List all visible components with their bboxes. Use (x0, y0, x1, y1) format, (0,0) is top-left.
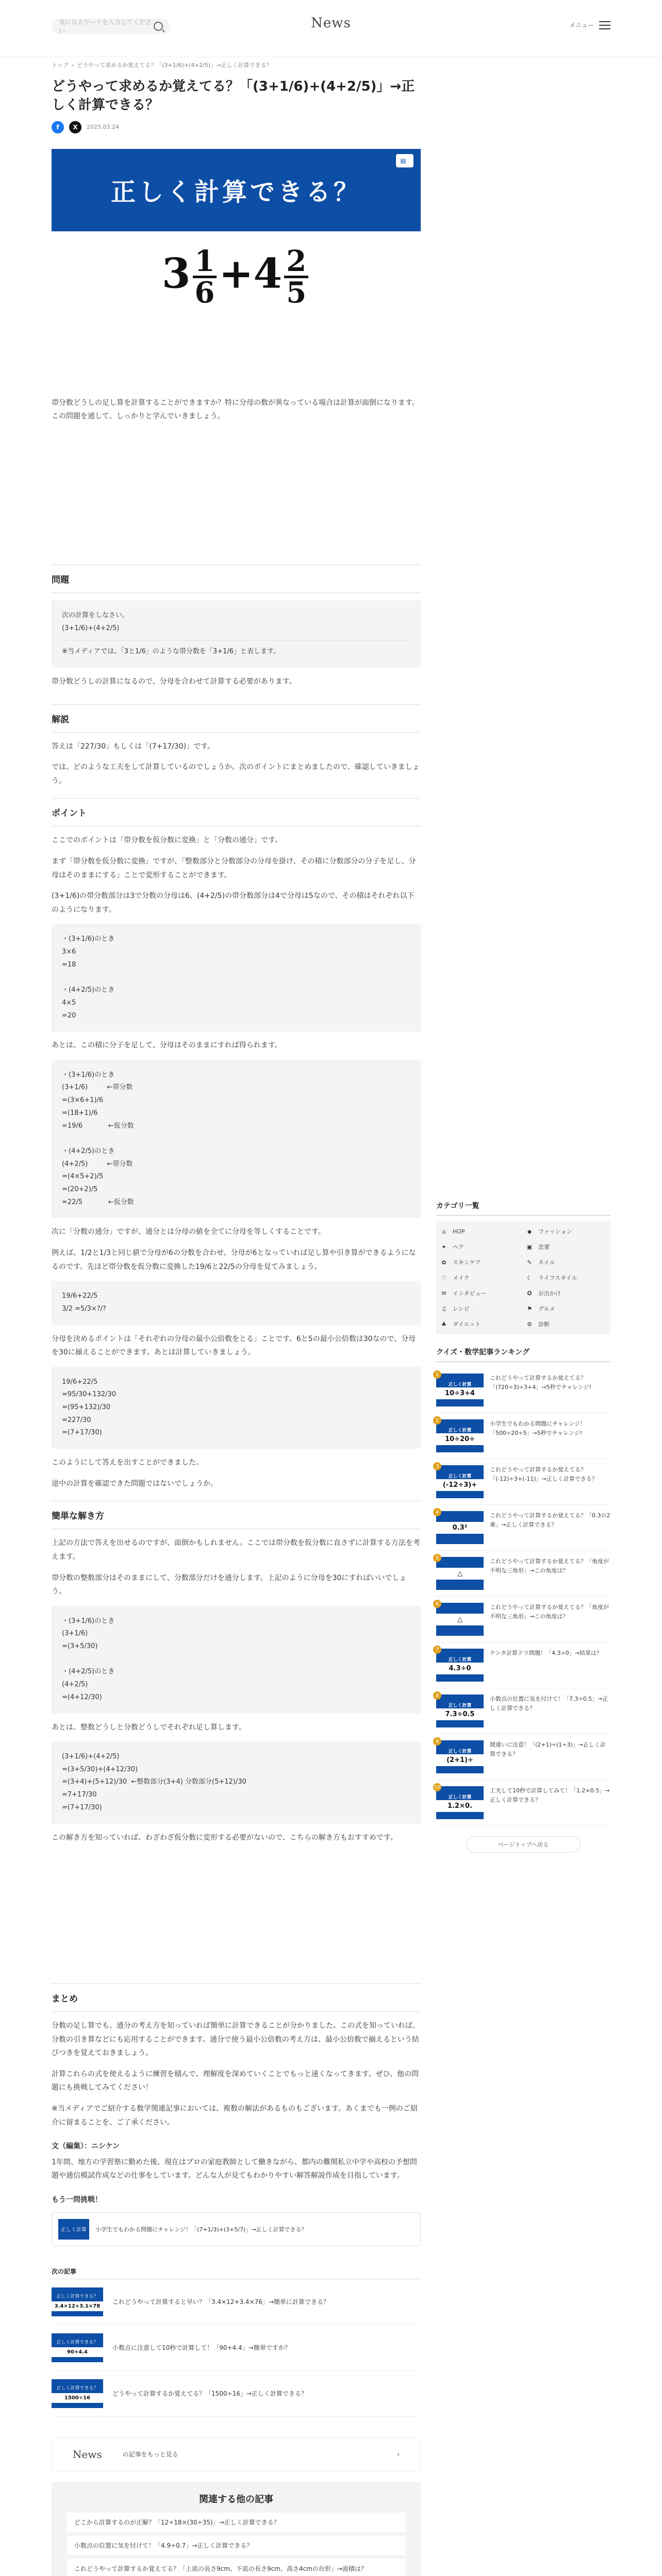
summary-paragraph: 分数の足し算でも、通分の考え方を知っていれば簡単に計算できることが分かりました。この式を知っていれば、分数の引き算などにも応用することができます。通分で使う最小公倍数の考え方は、最小公倍数で揃えるという結びつきを覚えておきましょう。 (52, 2022, 420, 2058)
calc-line (62, 1132, 410, 1145)
easy-paragraph: 帯分数の整数部分はそのままにして、分数部分だけを通分します。上記のように分母を30にすればいいでしょう。 (52, 1573, 407, 1596)
calc-box (52, 1367, 421, 1449)
search-box[interactable] (52, 19, 170, 34)
next-article-title[interactable]: 小数点に注意して10秒で計算して！「90+4.4」→簡単ですか？ (112, 2344, 291, 2352)
category-heading: カテゴリ一覧 (436, 1200, 610, 1216)
hamburger-icon[interactable] (599, 21, 610, 29)
category-icon[interactable]: ⌂ (442, 1228, 446, 1235)
also-card[interactable] (52, 2212, 421, 2246)
calc-line: 3×6 (62, 948, 76, 956)
category-icon[interactable]: ◆ (527, 1228, 532, 1235)
category-item[interactable] (526, 1272, 606, 1284)
ranking-item[interactable] (436, 1413, 610, 1459)
ranking-item[interactable] (436, 1688, 610, 1734)
thumbnail-formula: 10÷3+4 (436, 1387, 484, 1399)
ranking-item[interactable] (436, 1367, 610, 1413)
calc-line: =(7+17/30) (62, 1803, 102, 1811)
thumbnail-formula: (2+1)÷ (436, 1754, 484, 1766)
point-paragraph: 途中の計算を確認できた問題ではないでしょうか。 (52, 1479, 218, 1488)
point-paragraph: (3+1/6)の帯分数部分は3で分数の分母は6、(4+2/5)の帯分数部分は4で分母は5なので、その積はそれぞれ以下のようになります。 (52, 892, 415, 914)
news-logo[interactable]: News (73, 2448, 102, 2461)
site-header (0, 0, 662, 57)
thumbnail-formula: 4.3÷0 (436, 1663, 484, 1674)
ranking-title[interactable]: ケンタ計算ドリ問題！「4.3÷0」→結果は？ (490, 1650, 602, 1656)
category-icon[interactable]: ✪ (527, 1290, 532, 1297)
next-article-item[interactable] (52, 2279, 421, 2325)
ranking-item[interactable] (436, 1734, 610, 1780)
thumbnail-formula: △ (436, 1568, 484, 1580)
calc-line: ・(3+1/6)のとき (62, 935, 115, 943)
next-article-title[interactable]: これどうやって計算すると早い？「3.4×12+3.4×76」→簡単に計算できる？ (112, 2298, 329, 2306)
category-item[interactable] (440, 1256, 521, 1268)
ranking-thumbnail[interactable] (436, 1740, 484, 1773)
ranking-thumbnail[interactable] (436, 1603, 484, 1636)
next-thumbnail[interactable] (52, 2333, 103, 2362)
expand-icon[interactable]: ▤ (396, 154, 413, 167)
category-label[interactable]: グルメ (538, 1306, 555, 1312)
thumbnail-banner: 正しく計算 (436, 1793, 484, 1800)
breadcrumb-home[interactable]: トップ (52, 62, 69, 69)
thumbnail-formula: 10÷20÷ (436, 1433, 484, 1445)
chevron-right-icon[interactable]: › (397, 2450, 400, 2458)
calc-line: =(3+5/30)+(4+12/30) (62, 1765, 138, 1773)
summary-paragraph: ※当メディアでご紹介する数学関連記事においては、複数の解法があるものもございます。あくまでも一例のご紹介に留まることを、ご了承ください。 (52, 2104, 418, 2127)
category-item[interactable] (526, 1241, 606, 1253)
search-icon[interactable] (154, 22, 163, 31)
rank-number: 6 (433, 1600, 441, 1608)
related-heading: 関連する他の記事 (199, 2494, 273, 2505)
thumbnail-formula: 1.2×0. (436, 1800, 484, 1812)
summary-paragraph: 計算これらの式を使えるように練習を積んで、理解度を深めていくことでもっと速くなってきます。ぜひ、他の問題にも挑戦してみてください！ (52, 2070, 419, 2092)
calc-line: (3+1/6)+(4+2/5) (62, 1753, 120, 1761)
thumbnail-formula: △ (436, 1614, 484, 1625)
calc-line: =18 (62, 960, 76, 969)
category-icon[interactable]: ♣ (441, 1320, 446, 1328)
ranking-item[interactable] (436, 1597, 610, 1642)
calc-line: =(3+5/30) (62, 1642, 98, 1651)
problem-line: (3+1/6)+(4+2/5) (62, 624, 120, 632)
problem-line: 次の計算をしなさい。 (62, 611, 129, 619)
rank-number: 5 (433, 1554, 441, 1562)
page-top-button[interactable]: ページトップへ戻る (466, 1836, 581, 1853)
thumbnail-formula: 7.3÷0.5 (436, 1708, 484, 1720)
category-label[interactable]: スキンケア (453, 1259, 481, 1266)
calc-box (52, 1741, 421, 1823)
ranking-item[interactable] (436, 1551, 610, 1597)
category-item[interactable] (526, 1318, 606, 1330)
thumbnail-banner: 正しく計算 (436, 1748, 484, 1754)
rank-number: 10 (433, 1783, 441, 1791)
formula-denominator-2: 5 (286, 275, 307, 310)
thumbnail-banner: 正しく計算 (436, 1656, 484, 1663)
formula-whole-2: 4 (253, 249, 283, 298)
formula-denominator-1: 6 (194, 275, 215, 310)
article-title: どうやって求めるか覚えてる？「(3+1/6)+(4+2/5)」→正しく計算できる？ (52, 79, 415, 113)
next-thumbnail[interactable] (52, 2379, 103, 2408)
calc-box (52, 1281, 421, 1325)
sidebar (436, 1200, 610, 1853)
menu-button[interactable] (569, 21, 610, 29)
thumbnail-banner: 正しく計算できる？ (56, 2294, 98, 2299)
point-paragraph: このようにして答えを出すことができました。 (52, 1459, 203, 1467)
category-label[interactable]: インタビュー (453, 1290, 487, 1297)
thumbnail-formula: (-12÷3)+ (436, 1479, 484, 1491)
rank-number: 8 (433, 1691, 441, 1700)
answer-paragraph: では、どのような工夫をして計算しているのでしょうか。次のポイントにまとめましたので、確認していきましょう。 (52, 763, 420, 785)
point-paragraph: 例えば、1/2と1/3と同じ値で分母が6の分数を合わせ、分母が6となっていれば足し算や引き算ができるようになるのです。先ほど帯分数を仮分数に変換した19/6と22/5の分母を見てみましょう。 (52, 1248, 416, 1271)
calc-line: =22/5 ←仮分数 (62, 1198, 134, 1206)
hero-banner (52, 149, 421, 231)
category-icon[interactable]: ✦ (441, 1243, 446, 1250)
ranking-thumbnail[interactable] (436, 1649, 484, 1682)
category-label[interactable]: メイク (453, 1275, 470, 1281)
calc-box (52, 924, 421, 1031)
related-item[interactable]: どこから計算するのが正解？「12÷18×(30÷35)」→正しく計算できる？ (67, 2513, 405, 2532)
ranking-title[interactable]: これどうやって計算するか覚えてる？「角度が不明な三角形」→この角度は？ (490, 1604, 609, 1620)
category-icon[interactable]: ⚙ (527, 1320, 532, 1328)
calc-line: =7+17/30 (62, 1791, 97, 1799)
ranking-thumbnail[interactable] (436, 1786, 484, 1819)
category-item[interactable] (440, 1318, 521, 1330)
point-paragraph: まず「帯分数を仮分数に変換」ですが、「整数部分と分数部分の分母を掛け、その積に分数部分の分子を足し、分母はそのままにする」ことで変形することができます。 (52, 857, 416, 879)
category-icon[interactable]: ♫ (441, 1305, 446, 1312)
ranking-item[interactable] (436, 1505, 610, 1551)
article-meta (52, 121, 421, 133)
thumbnail-banner: 正しく計算 (436, 1702, 484, 1708)
category-label[interactable]: ヘア (453, 1244, 464, 1250)
next-list (52, 2279, 421, 2417)
search-placeholder[interactable]: 気になるワードを入力してください (59, 19, 152, 35)
thumbnail-banner: 正しく計算 (436, 1472, 484, 1479)
calc-line: =(95+132)/30 (62, 1403, 111, 1412)
calc-line (62, 971, 410, 984)
calc-line: =(3+4)+(5+12)/30 ←整数部分(3+4) 分数部分(5+12)/30 (62, 1778, 246, 1786)
calc-line: =227/30 (62, 1416, 91, 1424)
ranking-thumbnail[interactable] (436, 1374, 484, 1406)
category-item[interactable] (440, 1302, 521, 1315)
calc-box (52, 1060, 421, 1218)
category-item[interactable] (526, 1287, 606, 1299)
category-item[interactable] (440, 1225, 521, 1238)
calc-line: ・(3+1/6)のとき (62, 1617, 115, 1625)
rank-number: 4 (433, 1508, 441, 1516)
thumbnail-formula: 3.4×12+3.1×78 (52, 2301, 103, 2311)
menu-label[interactable]: メニュー (569, 22, 594, 29)
ranking-item[interactable] (436, 1780, 610, 1826)
category-icon[interactable]: ♡ (441, 1274, 446, 1281)
category-label[interactable]: レシピ (453, 1306, 470, 1312)
calc-box (52, 1606, 421, 1714)
problem-after: 帯分数どうしの計算になるので、分母を合わせて計算する必要があります。 (52, 677, 296, 686)
next-thumbnail[interactable] (52, 2287, 103, 2316)
ranking-thumbnail[interactable] (436, 1557, 484, 1590)
ranking-list (436, 1367, 610, 1826)
calc-line: (3+1/6) (62, 1630, 88, 1638)
also-text[interactable]: 小学生でもわかる問題にチャレンジ！「(7+1/3)+(3+5/7)」→正しく計算できる？ (95, 2226, 307, 2233)
rank-number: 1 (433, 1370, 441, 1379)
site-logo[interactable]: News (311, 15, 351, 31)
calc-line: =95/30+132/30 (62, 1391, 116, 1399)
category-item[interactable] (526, 1225, 606, 1238)
category-label[interactable]: HOP (453, 1228, 465, 1235)
calc-line: ・(4+2/5)のとき (62, 986, 115, 994)
more-news-bar[interactable] (52, 2437, 421, 2471)
section-answer-heading: 解説 (52, 704, 421, 733)
thumbnail-formula: 90+4.4 (52, 2347, 103, 2357)
thumbnail-formula: 0.3² (436, 1522, 484, 1534)
breadcrumb: トップ › どうやって求めるか覚えてる？「(3+1/6)+(4+2/5)」→正しく計算できる？ (52, 62, 272, 69)
problem-box (52, 600, 421, 668)
point-paragraph: 次に「分数の通分」ですが、通分とは分母の値を全てに分母を等しくすることです。 (52, 1228, 325, 1236)
calc-line: =(20+2)/5 (62, 1185, 98, 1193)
facebook-icon[interactable]: f (52, 121, 64, 133)
point-paragraph: ここでのポイントは「帯分数を仮分数に変換」と「分数の通分」です。 (52, 836, 282, 845)
formula-numerator-1: 1 (193, 247, 217, 278)
easy-paragraph: 上記の方法で答えを出せるのですが、面倒かもしれません。ここでは帯分数を仮分数に直さずに計算する方法を考えます。 (52, 1539, 420, 1561)
point-paragraph: あとは、この積に分子を足して、分母はそのままにすれば得られます。 (52, 1041, 282, 1050)
calc-line: =(18+1)/6 (62, 1109, 98, 1117)
thumbnail-formula: 1500÷16 (52, 2393, 103, 2403)
category-label[interactable]: お出かけ (538, 1290, 561, 1297)
calc-line: =19/6 ←仮分数 (62, 1122, 134, 1130)
formula-fraction-1 (193, 244, 217, 310)
next-article-item[interactable] (52, 2371, 421, 2417)
category-item[interactable] (440, 1272, 521, 1284)
ranking-title[interactable]: これどうやって計算するか覚えてる？「0.3の2乗」→正しく計算できる？ (490, 1512, 610, 1528)
related-item[interactable]: これどうやって計算するか覚えてる？「上底の長さ9cm、下底の長さ9cm、高さ4cmの台形」→面積は？ (67, 2559, 405, 2576)
formula-fraction-2 (284, 244, 308, 310)
calc-line: 19/6+22/5 (62, 1292, 98, 1300)
breadcrumb-current: どうやって求めるか覚えてる？「(3+1/6)+(4+2/5)」→正しく計算できる？ (77, 62, 272, 69)
hero-formula (52, 244, 421, 310)
thumbnail-banner: 正しく計算 (436, 1427, 484, 1433)
rank-number: 9 (433, 1737, 441, 1745)
article (52, 77, 421, 1852)
hero-banner-text: 正しく計算できる？ (110, 178, 361, 207)
thumbnail-banner: 正しく計算 (436, 1381, 484, 1387)
category-icon[interactable]: ☾ (527, 1274, 532, 1281)
problem-note: ※当メディアでは、「3と1/6」のような帯分数を「3+1/6」と表します。 (62, 640, 410, 658)
more-news-text[interactable]: の記事をもっと見る (122, 2451, 178, 2459)
category-icon[interactable]: ✿ (441, 1259, 446, 1266)
calc-line (62, 1653, 410, 1666)
calc-line: ・(4+2/5)のとき (62, 1147, 115, 1155)
ranking-thumbnail[interactable] (436, 1694, 484, 1727)
next-article-item[interactable] (52, 2325, 421, 2371)
calc-line: 4×5 (62, 998, 76, 1007)
ranking-title[interactable]: これどうやって計算するか覚えてる？「(720÷3)÷3+4」→5秒でチャレンジ! (490, 1375, 591, 1391)
section-easy-heading: 簡単な解き方 (52, 1501, 421, 1529)
hero-image (52, 149, 421, 370)
calc-line: =(3×6+1)/6 (62, 1096, 104, 1105)
ranking-thumbnail[interactable] (436, 1419, 484, 1452)
formula-operator: + (219, 249, 254, 298)
category-icon[interactable]: ▣ (526, 1243, 533, 1250)
formula-numerator-2: 2 (284, 247, 308, 278)
calc-line: =20 (62, 1011, 76, 1020)
category-item[interactable] (440, 1287, 521, 1299)
lead-paragraph: 帯分数どうしの足し算を計算することができますか？特に分母の数が異なっている場合は計算が面倒になります。この問題を通して、しっかりと学んでいきましょう。 (52, 398, 419, 421)
thumbnail-banner: 正しく計算できる？ (56, 2385, 98, 2391)
category-item[interactable] (526, 1302, 606, 1315)
category-label[interactable]: 恋愛 (538, 1244, 550, 1250)
calc-line: (3+1/6) ←帯分数 (62, 1083, 133, 1092)
x-icon[interactable]: X (69, 121, 81, 133)
category-label[interactable]: 診断 (538, 1321, 550, 1328)
rank-number: 3 (433, 1462, 441, 1470)
ranking-title[interactable]: これどうやって計算するか覚えてる？「角度が不明な三角形」→この角度は？ (490, 1558, 609, 1574)
next-article-title[interactable]: どうやって計算するか覚えてる？「1500÷16」→正しく計算できる？ (112, 2390, 307, 2398)
category-icon[interactable]: ⚑ (527, 1305, 532, 1312)
related-item[interactable]: 小数点の位置に気を付けて！「4.9÷0.7」→正しく計算できる？ (67, 2536, 405, 2555)
category-label[interactable]: ファッション (538, 1228, 572, 1235)
ranking-heading: クイズ・数学記事ランキング (436, 1347, 610, 1362)
ranking-title[interactable]: 工夫して10秒で計算してみて！「1.2×0.5」→正しく計算できる？ (490, 1787, 610, 1803)
calc-line: 3/2 =5/3×?/? (62, 1304, 106, 1313)
rank-number: 7 (433, 1646, 441, 1654)
author-heading: 文（編集）：ニシケン (52, 2142, 120, 2151)
calc-line: =(7+17/30) (62, 1429, 102, 1437)
also-thumbnail[interactable]: 正しく計算 (58, 2219, 89, 2240)
ranking-title[interactable]: 小数点の位置に気を付けて！「7.3÷0.5」→正しく計算できる？ (490, 1696, 608, 1711)
answer-paragraph: 答えは「227/30」もしくは「(7+17/30)」です。 (52, 742, 215, 751)
category-label[interactable]: ライフスタイル (538, 1275, 577, 1281)
rank-number: 2 (433, 1416, 441, 1425)
author-profile: 1年間、地方の学習塾に勤めた後、現在はプロの家庭教師として働きながら、都内の難関私立中学や高校の予想問題や通信模試作成などの仕事をしています。どんな人が見てもわかりやすい解答解説作成を目指しています。 (52, 2158, 417, 2180)
category-label[interactable]: ダイエット (453, 1321, 481, 1328)
article-footer (52, 1984, 421, 2576)
calc-line: 19/6+22/5 (62, 1378, 98, 1386)
formula-whole-1: 3 (161, 249, 191, 298)
easy-paragraph: この解き方を知っていれば、わざわざ仮分数に変形する必要がないので、こちらの解き方もおすすめです。 (52, 1833, 398, 1842)
section-point-heading: ポイント (52, 798, 421, 826)
calc-line: ・(3+1/6)のとき (62, 1071, 115, 1079)
thumbnail-banner: 正しく計算できる？ (56, 2340, 98, 2345)
calc-line: =(4+12/30) (62, 1693, 102, 1701)
category-icon[interactable]: ✎ (527, 1259, 532, 1266)
calc-line: (4+2/5) ←帯分数 (62, 1160, 133, 1168)
ad-space (52, 431, 421, 565)
ranking-item[interactable] (436, 1642, 610, 1688)
ranking-thumbnail[interactable] (436, 1465, 484, 1498)
section-summary-heading: まとめ (52, 1984, 421, 2012)
ranking-item[interactable] (436, 1459, 610, 1505)
easy-paragraph: あとは、整数どうしと分数どうしでそれぞれ足し算します。 (52, 1723, 246, 1732)
also-heading: もう一問挑戦！ (52, 2195, 102, 2204)
category-item[interactable] (526, 1256, 606, 1268)
ranking-title[interactable]: これどうやって計算するか覚えてる？「(-12)÷3+(-11)」→正しく計算できる？ (490, 1466, 598, 1482)
article-date: 2025.03.24 (87, 124, 119, 131)
ranking-title[interactable]: 間違いに注意！「(2+1)÷(1÷3)」→正しく計算できる？ (490, 1741, 606, 1757)
related-articles (52, 2482, 421, 2576)
ranking-thumbnail[interactable] (436, 1511, 484, 1544)
category-label[interactable]: ネイル (538, 1259, 555, 1266)
section-problem-heading: 問題 (52, 565, 421, 593)
category-grid (436, 1221, 610, 1334)
point-paragraph: 分母を決めるポイントは「それぞれの分母の最小公倍数をとる」ことです。6と5の最小公倍数は30なので、分母を30に揃えることができます。あとは計算していきましょう。 (52, 1334, 416, 1357)
category-icon[interactable]: ✉ (441, 1290, 446, 1297)
calc-line: (4+2/5) (62, 1681, 88, 1689)
ranking-title[interactable]: 小学生でもわかる問題にチャレンジ！「500÷20÷5」→5秒でチャレンジ! (490, 1420, 586, 1436)
next-heading: 次の記事 (52, 2262, 421, 2279)
calc-line: ・(4+2/5)のとき (62, 1668, 115, 1676)
calc-line: =(4×5+2)/5 (62, 1173, 104, 1181)
category-item[interactable] (440, 1241, 521, 1253)
